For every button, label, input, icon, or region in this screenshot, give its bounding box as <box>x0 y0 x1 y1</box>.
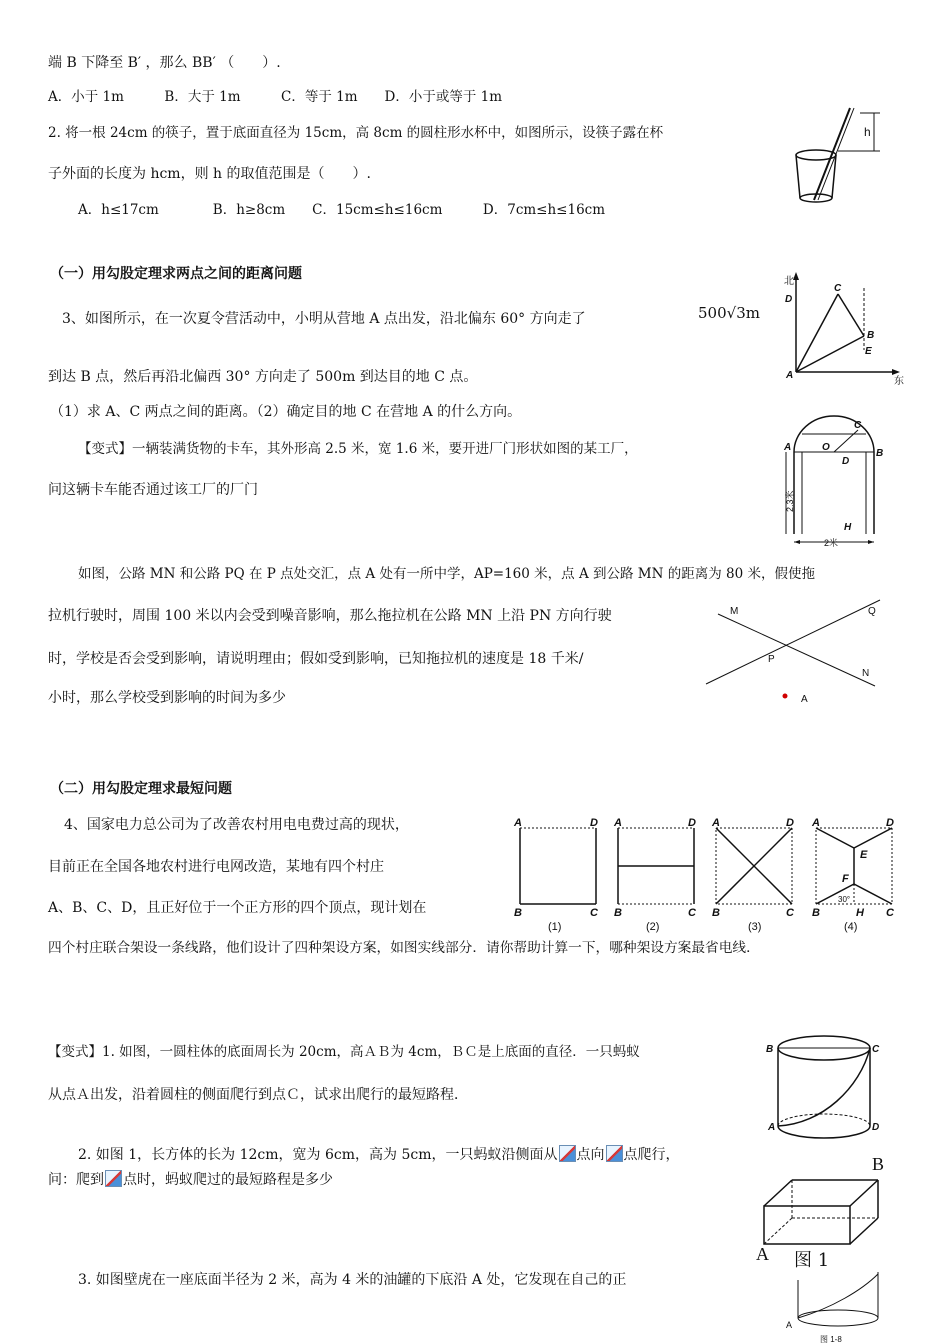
caption-4: (4) <box>844 921 858 933</box>
width-label: 2米 <box>824 538 839 548</box>
arrow-icon <box>892 369 900 375</box>
label-a: A <box>712 817 720 829</box>
section-heading-1: （一）用勾股定理求两点之间的距离问题 <box>50 266 302 282</box>
caption-2: (2) <box>646 921 660 933</box>
text-line: （1）求 A、C 两点之间的距离。（2）确定目的地 C 在营地 A 的什么方向。 <box>50 404 522 420</box>
arrow-icon <box>794 540 800 544</box>
text-line: 到达 B 点，然后再沿北偏西 30° 方向走了 500m 到达目的地 C 点。 <box>48 369 478 385</box>
label-m: M <box>730 606 739 617</box>
label-d: D <box>785 294 793 305</box>
text-line: 端 B 下降至 B′ ，那么 BB′ （ ）. <box>48 55 281 71</box>
choice-line: A．h≤17cm B．h≥8cm C．15cm≤h≤16cm D．7cm≤h≤16cm <box>78 202 606 218</box>
cup-side <box>796 155 800 198</box>
label-a: A <box>812 817 820 829</box>
caption: 图 1 <box>794 1250 830 1271</box>
variant-line: 【变式】一辆装满货物的卡车，其外形高 2.5 米，宽 1.6 米，要开进厂门形状如图的某工厂， <box>78 441 638 457</box>
broken-image-icon <box>105 1170 122 1187</box>
label-c: C <box>688 907 696 919</box>
text-line: 时，学校是否会受到影响，请说明理由；假如受到影响，已知拖拉机的速度是 18 千米/ <box>48 651 584 667</box>
label-e: E <box>865 346 872 357</box>
plan-3 <box>716 828 792 904</box>
label-a: A <box>784 442 792 453</box>
section-heading-2: （二）用勾股定理求最短问题 <box>50 781 232 797</box>
box-edge <box>850 1180 878 1206</box>
text-span: 2. 如图 1，长方体的长为 12cm，宽为 6cm，高为 5cm，一只蚂蚁沿侧面从 <box>78 1147 558 1163</box>
text-span: 点时，蚂蚁爬过的最短路程是多少 <box>123 1172 333 1188</box>
angle-label: 30° <box>838 895 851 904</box>
box-figure <box>752 1150 892 1272</box>
text-span: 问：爬到 <box>48 1172 104 1188</box>
label-f: F <box>842 873 849 885</box>
label-c: C <box>854 420 862 431</box>
school-point <box>783 694 788 699</box>
question-2: 2. 将一根 24cm 的筷子，置于底面直径为 15cm，高 8cm 的圆柱形水杯中，如图所示，设筷子露在杯 <box>48 125 664 141</box>
label-a: A <box>768 1122 776 1133</box>
label-north: 北 <box>784 276 794 287</box>
chopstick <box>814 108 850 200</box>
label-p: P <box>768 654 775 665</box>
caption-3: (3) <box>748 921 762 933</box>
tank-figure <box>782 1270 892 1344</box>
variant-line: 【变式】1. 如图，一圆柱体的底面周长为 20cm，高ＡＢ为 4cm，ＢＣ是上底面的直径．一只蚂蚁 <box>48 1044 640 1060</box>
label-c: C <box>786 907 794 919</box>
road-mn <box>718 614 875 686</box>
squares-figure <box>512 814 912 934</box>
label-b: B <box>867 330 875 341</box>
label-n: N <box>862 668 870 679</box>
label-h: H <box>856 907 864 919</box>
road-question: 如图，公路 MN 和公路 PQ 在 P 点处交汇，点 A 处有一所中学，AP=160 米，点 A 到公路 MN 的距离为 80 米，假使拖 <box>78 566 815 582</box>
text-line: 从点Ａ出发，沿着圆柱的侧面爬行到点Ｃ，试求出爬行的最短路程． <box>48 1087 468 1103</box>
label-a: A <box>786 1320 793 1330</box>
label-b: B <box>876 448 884 459</box>
text-line: 拉机行驶时，周围 100 米以内会受到噪音影响，那么拖拉机在公路 MN 上沿 PN 方向行驶 <box>48 608 612 624</box>
variant-3-line: 3. 如图壁虎在一座底面半径为 2 米，高为 4 米的油罐的下底沿 A 处，它发现在自己的正 <box>78 1272 627 1288</box>
label-b: B <box>812 907 820 919</box>
plan-4 <box>816 828 892 904</box>
text-span: 点爬行， <box>623 1147 680 1163</box>
road-figure <box>700 596 890 706</box>
choice-line: A．小于 1m B．大于 1m C．等于 1m D．小于或等于 1m <box>48 89 503 105</box>
gate-figure <box>782 416 882 550</box>
box-edge <box>764 1180 792 1206</box>
label-c: C <box>872 1044 880 1055</box>
label-h: h <box>864 125 871 139</box>
cylinder-figure <box>762 1028 888 1148</box>
variant-2-line <box>48 1170 333 1187</box>
label-c: C <box>886 907 894 919</box>
tank-bottom <box>798 1310 878 1326</box>
label-d: D <box>590 817 598 829</box>
text-line: 小时，那么学校受到影响的时间为多少 <box>48 690 286 706</box>
label-a: A <box>756 1244 769 1264</box>
arrow-icon <box>868 540 874 544</box>
label-b: B <box>514 907 522 919</box>
label-b: B <box>766 1044 774 1055</box>
question-3: 3、如图所示，在一次夏令营活动中，小明从营地 A 点出发，沿北偏东 60° 方向走了 <box>62 311 586 327</box>
box-front <box>764 1206 850 1244</box>
label-a: A <box>801 694 808 705</box>
caption-1: (1) <box>548 921 562 933</box>
segment-bc <box>838 294 864 336</box>
label-c: C <box>834 283 842 294</box>
radius-oc <box>834 430 858 452</box>
height-label: 2.3米 <box>785 490 795 512</box>
variant-2-line <box>78 1145 680 1162</box>
label-east: 东 <box>894 376 904 387</box>
label-h: H <box>844 522 852 533</box>
broken-image-icon <box>559 1145 576 1162</box>
label-d: D <box>842 456 850 467</box>
compass-figure <box>778 268 908 386</box>
text-line: A、B、C、D，且正好位于一个正方形的四个顶点，现计划在 <box>48 900 427 916</box>
box-hidden <box>764 1218 792 1244</box>
label-q: Q <box>868 606 876 617</box>
text-line: 四个村庄联合架设一条线路，他们设计了四种架设方案，如图实线部分．请你帮助计算一下，哪种架设方案最省电线． <box>48 940 760 956</box>
label-d: D <box>688 817 696 829</box>
label-b: B <box>614 907 622 919</box>
plan-1 <box>520 828 596 904</box>
text-line: 目前正在全国各地农村进行电网改造，某地有四个村庄 <box>48 859 384 875</box>
caption: 图 1-8 <box>820 1335 842 1344</box>
label-b: B <box>872 1154 885 1174</box>
plan-2 <box>618 828 694 904</box>
chopstick <box>818 108 854 200</box>
label-a: A <box>514 817 522 829</box>
label-a: A <box>786 370 794 381</box>
label-c: C <box>590 907 598 919</box>
label-e: E <box>860 849 868 861</box>
text-line: 子外面的长度为 hcm，则 h 的取值范围是（ ）. <box>48 166 371 182</box>
label-d: D <box>886 817 894 829</box>
label-o: O <box>822 442 830 453</box>
question-4: 4、国家电力总公司为了改善农村用电电费过高的现状， <box>64 817 409 833</box>
box-edge <box>850 1218 878 1244</box>
label-d: D <box>786 817 794 829</box>
label-b: B <box>712 907 720 919</box>
math-500-sqrt3: 500√3m <box>698 304 760 322</box>
text-span: 点向 <box>576 1147 605 1163</box>
cylinder-bottom <box>778 1126 870 1138</box>
cup-figure <box>790 105 890 210</box>
label-a: A <box>614 817 622 829</box>
gecko-path <box>798 1274 878 1318</box>
label-d: D <box>872 1122 880 1133</box>
broken-image-icon <box>606 1145 623 1162</box>
text-line: 问这辆卡车能否通过该工厂的厂门 <box>48 482 258 498</box>
